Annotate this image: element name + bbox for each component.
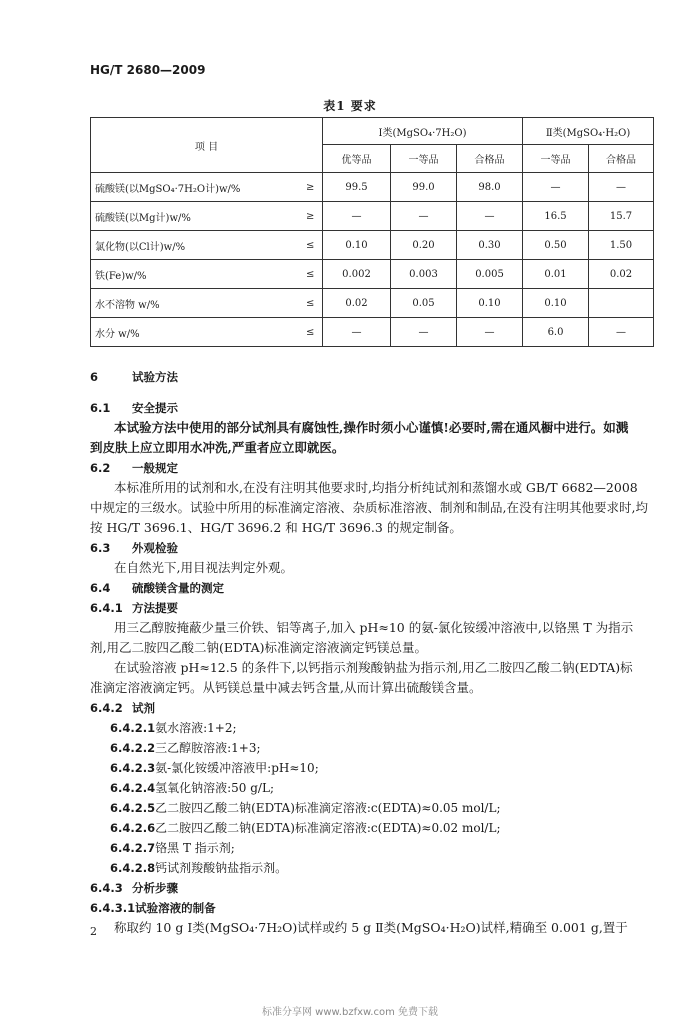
table-row	[91, 202, 654, 231]
reagent-item	[110, 778, 653, 798]
value-cell: 0.50	[523, 231, 589, 260]
item-label: 水分 w/%	[91, 318, 299, 347]
section-title: 一般规定	[132, 461, 178, 475]
section-title: 氢氧化钠溶液:50 g/L;	[155, 781, 274, 795]
value-cell: 0.20	[391, 231, 457, 260]
item-label: 硫酸镁(以Mg计)w/%	[91, 202, 299, 231]
section-title: 试验溶液的制备	[135, 901, 216, 915]
paragraph-line: 在自然光下,用目视法判定外观。	[114, 560, 293, 575]
section-title: 方法提要	[132, 601, 178, 615]
limit-operator: ≤	[299, 318, 323, 347]
section-title: 试剂	[132, 701, 155, 715]
reagent-item	[110, 858, 653, 878]
section-heading	[90, 898, 653, 918]
paragraph-line: 本标准所用的试剂和水,在没有注明其他要求时,均指分析纯试剂和蒸馏水或 GB/T 6682—2008	[114, 480, 638, 495]
item-label: 氯化物(以Cl计)w/%	[91, 231, 299, 260]
class-2-header: Ⅱ类(MgSO₄·H₂O)	[523, 118, 654, 145]
grade-header: 合格品	[589, 145, 654, 173]
paragraph-line: 中规定的三级水。试验中所用的标准滴定溶液、杂质标准溶液、制剂和制品,在没有注明其他要求时,均	[90, 500, 648, 515]
value-cell: —	[589, 173, 654, 202]
table-row	[91, 231, 654, 260]
value-cell: —	[323, 202, 391, 231]
section-number: 6.4.2.3	[110, 761, 156, 775]
section-number: 6.4.3.1	[90, 901, 136, 915]
footer-watermark: 标准分享网 www.bzfxw.com 免费下载	[262, 1007, 438, 1018]
value-cell: —	[589, 318, 654, 347]
value-cell: —	[391, 318, 457, 347]
section-number: 6.2	[90, 461, 111, 475]
section-number: 6.4.2.2	[110, 741, 156, 755]
paragraph-line: 准滴定溶液滴定钙。从钙镁总量中减去钙含量,从而计算出硫酸镁含量。	[90, 680, 482, 695]
value-cell: —	[457, 202, 523, 231]
table-row	[91, 289, 654, 318]
section-heading	[90, 458, 653, 478]
section-heading	[90, 878, 653, 898]
grade-header: 一等品	[523, 145, 589, 173]
section-number: 6.4.2.7	[110, 841, 156, 855]
value-cell: 0.01	[523, 260, 589, 289]
paragraph-line: 用三乙醇胺掩蔽少量三价铁、铝等离子,加入 pH≈10 的氨-氯化铵缓冲溶液中,以铬黑 T 为指示	[114, 620, 634, 635]
section-title: 乙二胺四乙酸二钠(EDTA)标准滴定溶液:c(EDTA)≈0.02 mol/L;	[155, 821, 501, 835]
section-title: 三乙醇胺溶液:1+3;	[155, 741, 261, 755]
paragraph-line: 本试验方法中使用的部分试剂具有腐蚀性,操作时须小心谨慎!必要时,需在通风橱中进行。如溅	[114, 420, 629, 435]
item-label: 硫酸镁(以MgSO₄·7H₂O计)w/%	[91, 173, 299, 202]
paragraph-line: 在试验溶液 pH≈12.5 的条件下,以钙指示剂羧酸钠盐为指示剂,用乙二胺四乙酸二钠(EDTA)标	[114, 660, 633, 675]
section-number: 6.4.2.1	[110, 721, 156, 735]
section-title: 安全提示	[132, 401, 178, 415]
section-heading	[90, 698, 653, 718]
grade-header: 优等品	[323, 145, 391, 173]
table-title: 表1 要求	[323, 99, 377, 113]
value-cell: 0.30	[457, 231, 523, 260]
value-cell: 99.0	[391, 173, 457, 202]
limit-operator: ≤	[299, 231, 323, 260]
reagent-item	[110, 838, 653, 858]
value-cell: 0.10	[457, 289, 523, 318]
section-title: 外观检验	[132, 541, 178, 555]
reagent-item	[110, 738, 653, 758]
reagent-item	[110, 718, 653, 738]
limit-operator: ≥	[299, 202, 323, 231]
value-cell: —	[523, 173, 589, 202]
section-title: 氨水溶液:1+2;	[155, 721, 237, 735]
section-heading	[90, 598, 653, 618]
paragraph-line: 剂,用乙二胺四乙酸二钠(EDTA)标准滴定溶液滴定钙镁总量。	[90, 640, 428, 655]
section-heading	[90, 538, 653, 558]
section-title: 铬黑 T 指示剂;	[155, 841, 235, 855]
section-number: 6	[90, 370, 99, 384]
table-row	[91, 260, 654, 289]
grade-header: 合格品	[457, 145, 523, 173]
table-row	[91, 318, 654, 347]
section-title: 乙二胺四乙酸二钠(EDTA)标准滴定溶液:c(EDTA)≈0.05 mol/L;	[155, 801, 501, 815]
section-heading	[90, 398, 653, 418]
section-title: 氨-氯化铵缓冲溶液甲:pH≈10;	[155, 761, 319, 775]
reagent-item	[110, 818, 653, 838]
page-number: 2	[90, 925, 97, 938]
value-cell: 6.0	[523, 318, 589, 347]
section-number: 6.4.2	[90, 701, 123, 715]
section-title: 钙试剂羧酸钠盐指示剂。	[155, 861, 288, 875]
section-number: 6.4.2.4	[110, 781, 156, 795]
requirements-table	[90, 117, 654, 347]
section-title: 试验方法	[132, 370, 178, 384]
value-cell: —	[391, 202, 457, 231]
value-cell: 0.10	[323, 231, 391, 260]
value-cell: 0.003	[391, 260, 457, 289]
grade-header: 一等品	[391, 145, 457, 173]
section-number: 6.4.2.5	[110, 801, 156, 815]
section-number: 6.1	[90, 401, 111, 415]
value-cell: 16.5	[523, 202, 589, 231]
table-row	[91, 173, 654, 202]
limit-operator: ≤	[299, 260, 323, 289]
value-cell: 0.02	[323, 289, 391, 318]
item-label: 铁(Fe)w/%	[91, 260, 299, 289]
section-number: 6.4.2.6	[110, 821, 156, 835]
item-label: 水不溶物 w/%	[91, 289, 299, 318]
value-cell: 0.10	[523, 289, 589, 318]
section-heading	[90, 578, 653, 598]
value-cell: 98.0	[457, 173, 523, 202]
paragraph-line: 称取约 10 g Ⅰ类(MgSO₄·7H₂O)试样或约 5 g Ⅱ类(MgSO₄·H₂O)试样,精确至 0.001 g,置于	[114, 920, 628, 935]
section-number: 6.4.3	[90, 881, 123, 895]
document-code: HG/T 2680—2009	[90, 63, 206, 77]
class-1-header: Ⅰ类(MgSO₄·7H₂O)	[323, 118, 523, 145]
section-heading	[90, 367, 653, 387]
reagent-item	[110, 758, 653, 778]
reagent-item	[110, 798, 653, 818]
value-cell: 0.002	[323, 260, 391, 289]
value-cell: 15.7	[589, 202, 654, 231]
value-cell: —	[457, 318, 523, 347]
section-number: 6.4	[90, 581, 111, 595]
item-column-header: 项 目	[91, 118, 323, 173]
limit-operator: ≥	[299, 173, 323, 202]
value-cell: 0.02	[589, 260, 654, 289]
section-number: 6.3	[90, 541, 111, 555]
section-number: 6.4.2.8	[110, 861, 156, 875]
section-title: 硫酸镁含量的测定	[132, 581, 224, 595]
section-title: 分析步骤	[132, 881, 178, 895]
paragraph-line: 到皮肤上应立即用水冲洗,严重者应立即就医。	[90, 440, 345, 455]
value-cell: 1.50	[589, 231, 654, 260]
value-cell	[589, 289, 654, 318]
value-cell: —	[323, 318, 391, 347]
limit-operator: ≤	[299, 289, 323, 318]
value-cell: 0.005	[457, 260, 523, 289]
value-cell: 0.05	[391, 289, 457, 318]
value-cell: 99.5	[323, 173, 391, 202]
paragraph-line: 按 HG/T 3696.1、HG/T 3696.2 和 HG/T 3696.3 的规定制备。	[90, 520, 462, 535]
section-number: 6.4.1	[90, 601, 123, 615]
